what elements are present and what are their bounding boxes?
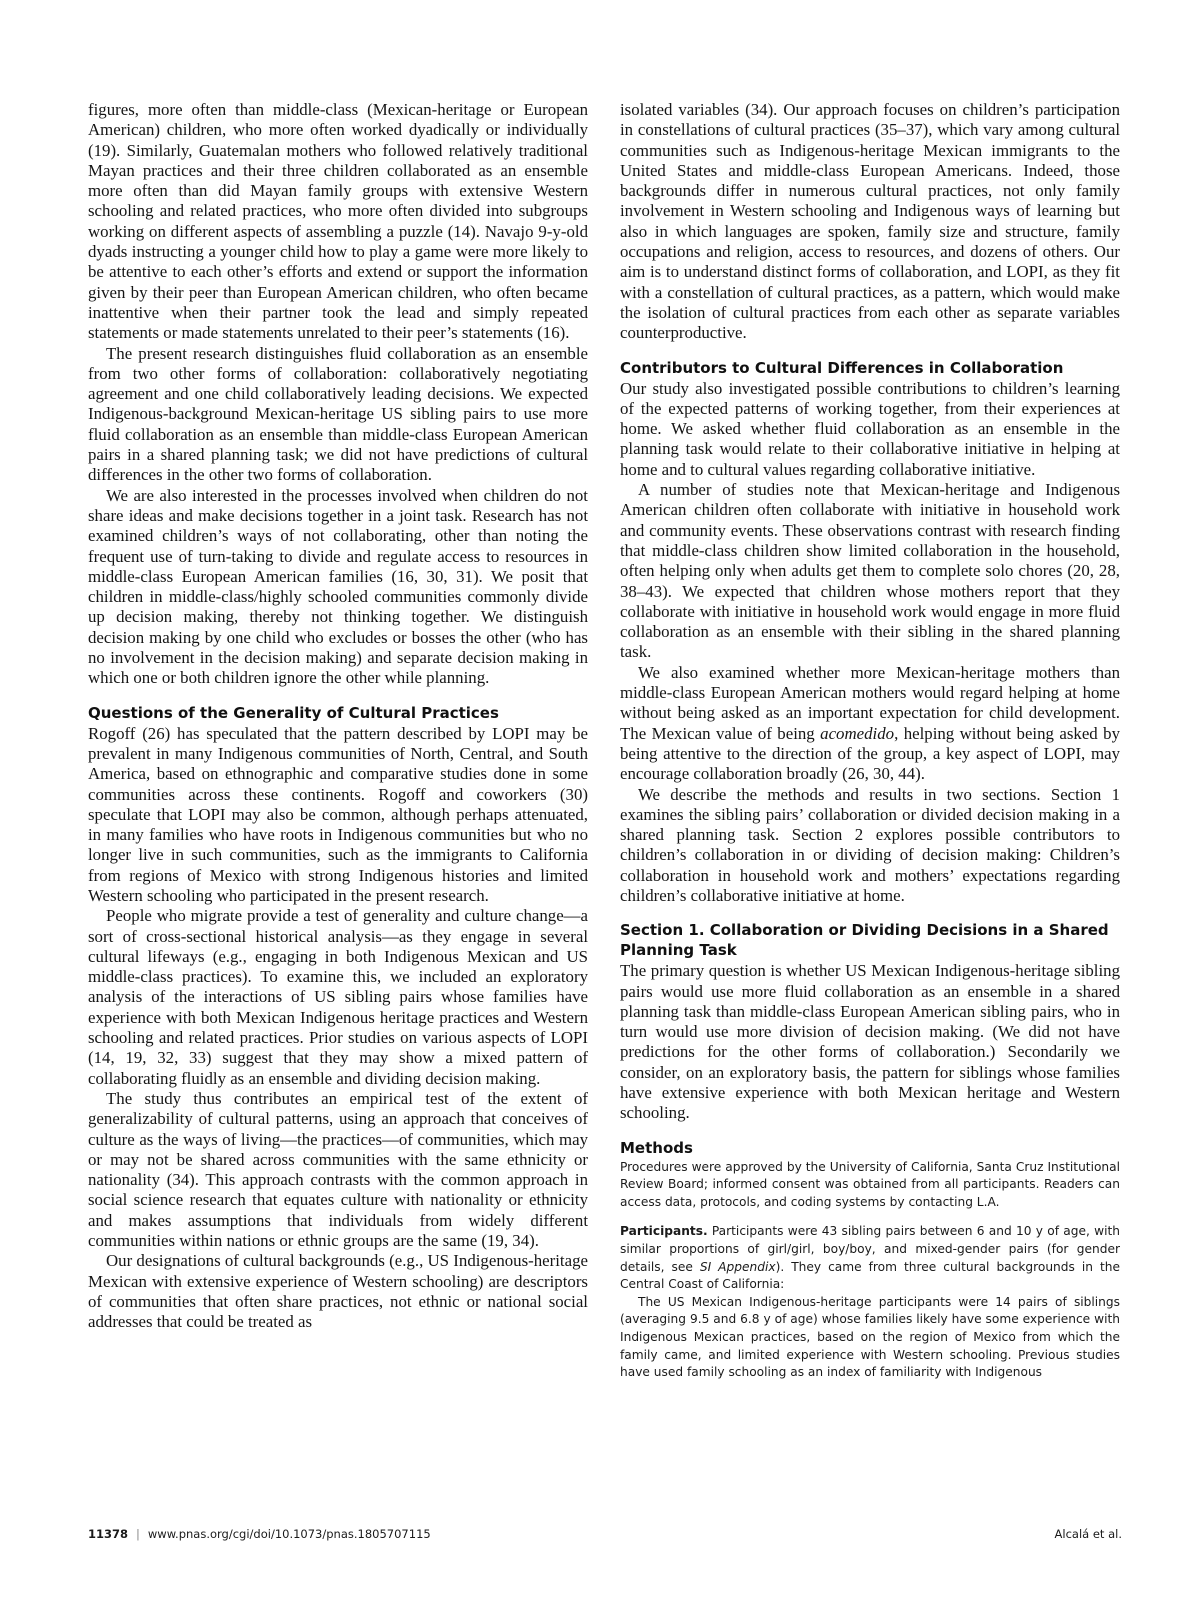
emphasis-term: acomedido [820,723,895,743]
methods-heading: Methods [620,1138,693,1157]
text-run: , helping without being asked by being attentive to the direction of the group, a key aspect of LOPI, may encourage collaboration broadly (26, 30, 44). [620,723,1120,784]
footer-authors: Alcalá et al. [1054,1527,1122,1541]
methods-paragraph [620,1223,1120,1293]
footer-separator: | [136,1527,140,1541]
body-paragraph: The primary question is whether US Mexican Indigenous-heritage sibling pairs would use more fluid collaboration as an ensemble in a shared planning task than middle-class European American sibling pairs, who in turn would use more division of decision making. (We did not have predictions for the other forms of collaboration.) Secondarily we consider, on an exploratory basis, the pattern for siblings whose families have extensive experience with both Mexican heritage and Western schooling. [620,961,1120,1123]
doi-link[interactable]: www.pnas.org/cgi/doi/10.1073/pnas.1805707115 [147,1527,431,1541]
section-heading: Contributors to Cultural Differences in Collaboration [620,358,1064,377]
section-heading: Questions of the Generality of Cultural Practices [88,703,499,722]
body-paragraph: People who migrate provide a test of generality and culture change—a sort of cross-sectional historical analysis—as they engage in several cultural lifeways (e.g., engaging in both Indigenous Mexican and US middle-class practices). To examine this, we included an exploratory analysis of the interactions of US sibling pairs whose families have experience with both Mexican Indigenous heritage practices and Western schooling and related practices. Prior studies on various aspects of LOPI (14, 19, 32, 33) suggest that they may show a mixed pattern of collaborating fluidly as an ensemble and dividing decision making. [88,906,588,1088]
body-paragraph: Our designations of cultural backgrounds (e.g., US Indigenous-heritage Mexican with extensive experience of Western schooling) are descriptors of communities that often share practices, not ethnic or national social addresses that could be treated as [88,1251,588,1332]
body-paragraph: We describe the methods and results in two sections. Section 1 examines the sibling pairs’ collaboration or divided decision making in a shared planning task. Section 2 explores possible contributors to children’s collaboration in or dividing of decision making: Children’s collaboration in household work and mothers’ expectations regarding children’s collaborative initiative at home. [620,784,1120,905]
left-column [88,100,588,1333]
body-paragraph [620,663,1120,785]
body-paragraph: The study thus contributes an empirical test of the extent of generalizability of cultural patterns, using an approach that conceives of culture as the ways of living—the practices—of communities, which may or may not be shared across communities with the same ethnicity or nationality (34). This approach contrasts with the common approach in social science research that equates culture with nationality or ethnicity and makes assumptions that individuals from widely different communities within nations or ethnic groups are the same (19, 34). [88,1088,588,1251]
body-paragraph: Our study also investigated possible contributions to children’s learning of the expected patterns of working together, from their experiences at home. We asked whether fluid collaboration as an ensemble in the planning task would relate to their collaborative initiative in helping at home and to cultural values regarding collaborative initiative. [620,378,1120,479]
text-run: Participants were 43 sibling pairs between 6 and 10 y of age, with similar proportions of girl/girl, boy/boy, and mixed-gender pairs (for gender details, see [620,1224,1120,1274]
body-paragraph: The present research distinguishes fluid collaboration as an ensemble from two other forms of collaboration: collaboratively negotiating agreement and one child collaboratively leading decisions. We expected Indigenous-background Mexican-heritage US sibling pairs to use more fluid collaboration as an ensemble than middle-class European American pairs in a shared planning task; we did not have predictions of cultural differences in the other two forms of collaboration. [88,343,588,485]
emphasis-term: SI Appendix [699,1259,776,1274]
section-heading: Section 1. Collaboration or Dividing Decisions in a Shared Planning Task [620,921,1109,960]
spacer [620,1211,1120,1223]
methods-paragraph: Procedures were approved by the University of California, Santa Cruz Institutional Review Board; informed consent was obtained from all participants. Readers can access data, protocols, and coding systems by contacting L.A. [620,1159,1120,1209]
body-paragraph: Rogoff (26) has speculated that the pattern described by LOPI may be prevalent in many Indigenous communities of North, Central, and South America, based on ethnographic and comparative studies done in some communities across these continents. Rogoff and coworkers (30) speculate that LOPI may also be common, although perhaps attenuated, in many families who have roots in Indigenous communities but who no longer live in such communities, such as the immigrants to California from regions of Mexico with strong Indigenous histories and limited Western schooling who participated in the present research. [88,723,588,905]
body-paragraph: isolated variables (34). Our approach focuses on children’s participation in constellations of cultural practices (35–37), which vary among cultural communities such as Indigenous-heritage Mexican immigrants to the United States and middle-class European Americans. Indeed, those backgrounds differ in numerous cultural practices, not only family involvement in Western schooling and Indigenous ways of learning but also in which languages are spoken, family size and structure, family occupations and religion, access to resources, and dozens of others. Our aim is to understand distinct forms of collaboration, and LOPI, as they fit with a constellation of cultural practices, as a pattern, which would make the isolation of cultural practices from each other as separate variables counterproductive. [620,100,1120,343]
page-footer [88,1527,1122,1541]
text-run: ). They came from three cultural backgrounds in the Central Coast of California: [620,1259,1120,1292]
text-run: We also examined whether more Mexican-heritage mothers than middle-class European American mothers would regard helping at home without being asked as an important expectation for child development. The Mexican value of being [620,662,1120,743]
run-in-heading: Participants. [620,1224,708,1239]
methods-paragraph: The US Mexican Indigenous-heritage participants were 14 pairs of siblings (averaging 9.5 and 6.8 y of age) whose families likely have some experience with Indigenous Mexican practices, based on the region of Mexico from which the family came, and limited experience with Western schooling. Previous studies have used family schooling as an index of familiarity with Indigenous [620,1294,1120,1380]
page-number: 11378 [88,1527,129,1541]
body-paragraph: figures, more often than middle-class (Mexican-heritage or European American) children, who more often worked dyadically or individually (19). Similarly, Guatemalan mothers who followed relatively traditional Mayan practices and their three children collaborated as an ensemble more often than did Mayan family groups with extensive Western schooling and related practices, who more often divided into subgroups working on different aspects of assembling a puzzle (14). Navajo 9-y-old dyads instructing a younger child how to play a game were more likely to be attentive to each other’s efforts and extend or support the information given by their peer than European American children, who often became inattentive when their partner took the lead and simply repeated statements or made statements unrelated to their peer’s statements (16). [88,100,588,343]
body-paragraph: We are also interested in the processes involved when children do not share ideas and make decisions together in a joint task. Research has not examined children’s ways of not collaborating, other than noting the frequent use of turn-taking to divide and regulate access to resources in middle-class European American families (16, 30, 31). We posit that children in middle-class/highly schooled communities commonly divide up decision making, thereby not thinking together. We distinguish decision making by one child who excludes or bosses the other (who has no involvement in the decision making) and separate decision making in which one or both children ignore the other while planning. [88,485,588,688]
body-paragraph: A number of studies note that Mexican-heritage and Indigenous American children often collaborate with initiative in household work and community events. These observations contrast with research finding that middle-class children show limited collaboration in the household, often helping only when adults get them to complete solo chores (20, 28, 38–43). We expected that children whose mothers report that they collaborate with initiative in household work would engage in more fluid collaboration as an ensemble with their sibling in the shared planning task. [620,480,1120,662]
right-column [620,100,1120,1382]
